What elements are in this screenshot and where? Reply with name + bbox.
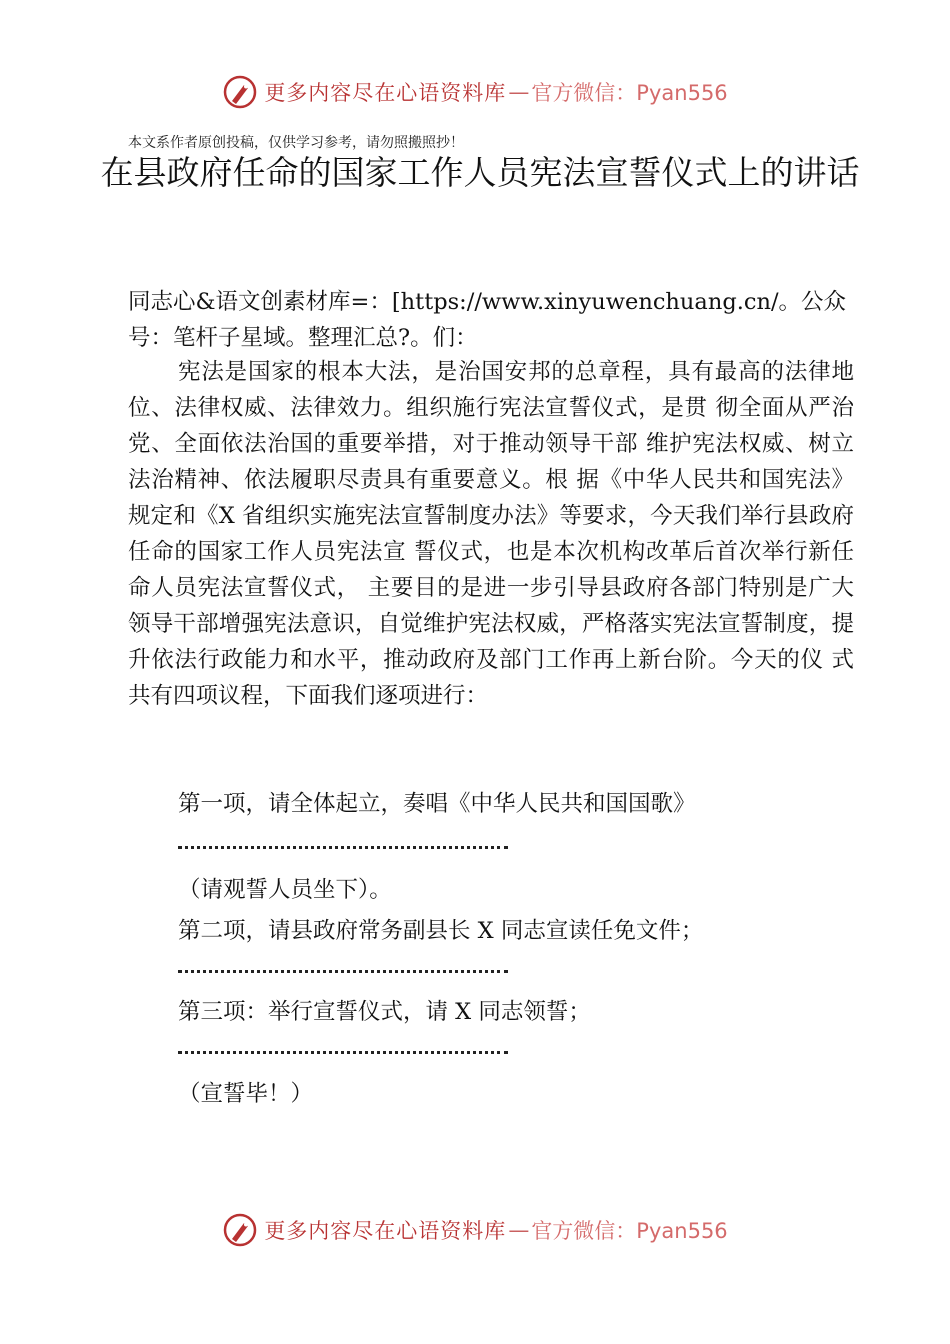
agenda-item-3: 第三项：举行宣誓仪式，请 X 同志领誓； (178, 999, 591, 1025)
brand-text: 更多内容尽在心语资料库 (264, 81, 507, 105)
wechat-id: 官方微信：Pyan556 (531, 81, 728, 105)
footer-banner (0, 1206, 950, 1254)
dotted-separator (178, 1051, 508, 1058)
dotted-separator (178, 970, 508, 977)
agenda-item-1: 第一项，请全体起立，奏唱《中华人民共和国国歌》 (178, 791, 696, 817)
wechat-id: 官方微信：Pyan556 (531, 1219, 728, 1243)
agenda-note-2: （宣誓毕！） (178, 1081, 314, 1107)
document-title: 在县政府任命的国家工作人员宪法宣誓仪式上的讲话 (100, 153, 860, 192)
brand-separator: — (508, 80, 530, 104)
agenda-item-2: 第二项，请县政府常务副县长 X 同志宣读任免文件； (178, 918, 704, 944)
copyright-notice: 本文系作者原创投稿，仅供学习参考，请勿照搬照抄！ (128, 135, 464, 151)
dotted-separator (178, 846, 508, 853)
intro-line: 同志心&语文创素材库=：[https://www.xinyuwenchuang.cn/。公众号：笔杆子星域。整理汇总?。们： (128, 289, 847, 351)
main-paragraph: 宪法是国家的根本大法，是治国安邦的总章程，具有最高的法律地位、法律权威、法律效力。组织施行宪法宣誓仪式，是贯 彻全面从严治党、全面依法治国的重要举措，对于推动领导干部 维护宪法权威、树立法治精神、依法履职尽责具有重要意义。根 据《中华人民共和国宪法》规定和《X 省组织实施宪法宣誓制度办法》等要求，今天我们举行县政府任命的国家工作人员宪法宣 誓仪式，也是本次机构改革后首次举行新任命人员宪法宣誓仪式， 主要目的是进一步引导县政府各部门特别是广大领导干部增强宪法意识，自觉维护宪法权威，严格落实宪法宣誓制度，提升依法行政能力和水平，推动政府及部门工作再上新台阶。今天的仪 式共有四项议程，下面我们逐项进行： (128, 359, 854, 709)
brand-separator: — (508, 1218, 530, 1242)
brand-text: 更多内容尽在心语资料库 (264, 1219, 507, 1243)
agenda-note-1: （请观誓人员坐下）。 (178, 877, 392, 903)
header-banner (0, 68, 950, 116)
pen-circle-logo-icon (222, 74, 258, 110)
pen-circle-logo-icon (222, 1212, 258, 1248)
